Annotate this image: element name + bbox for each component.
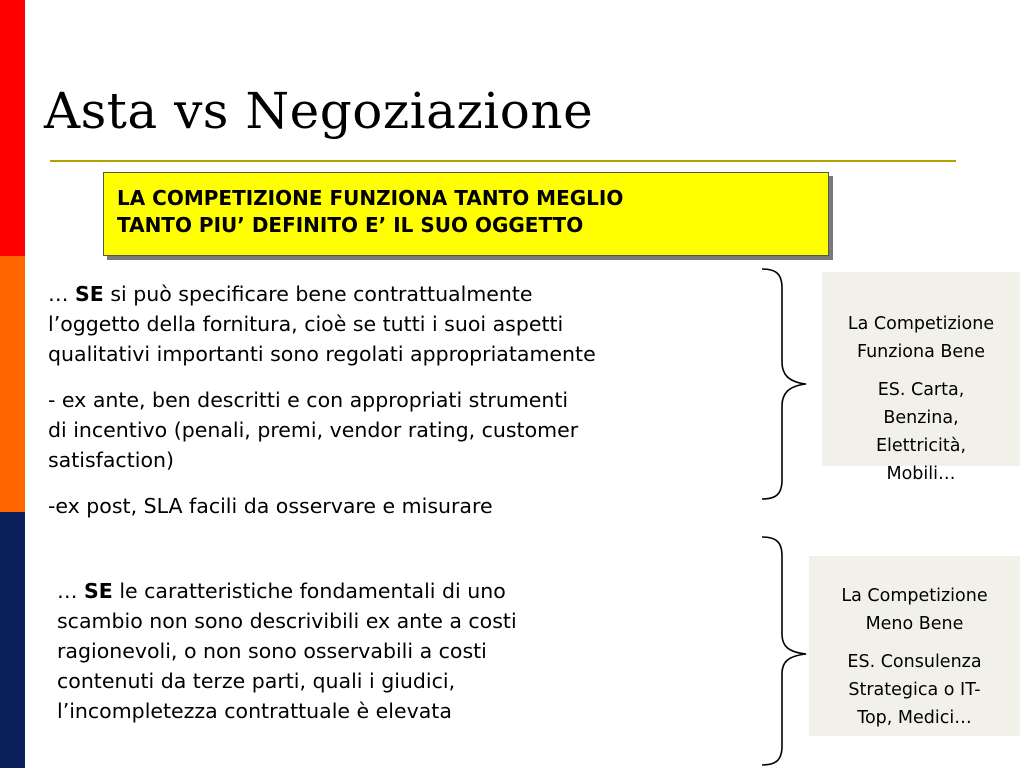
result2-box <box>809 556 1020 736</box>
case1-bullet1-line-2: di incentivo (penali, premi, vendor rating, customer <box>48 418 579 442</box>
result1-example-4: Mobili… <box>886 464 956 484</box>
case1-line-1 <box>48 279 596 309</box>
case2-line-4: contenuti da terze parti, quali i giudici, <box>57 669 456 693</box>
slide-title: Asta vs Negoziazione <box>44 82 594 140</box>
case2-line-3: ragionevoli, o non sono osservabili a costi <box>57 639 487 663</box>
case2-line-2: scambio non sono descrivibili ex ante a costi <box>57 609 517 633</box>
case1-bullet1-line-3: satisfaction) <box>48 448 174 472</box>
case1-line-2: l’oggetto della fornitura, cioè se tutti i suoi aspetti <box>48 312 564 336</box>
result1-example-1: ES. Carta, <box>877 380 965 400</box>
result1-example-2: Benzina, <box>883 408 959 428</box>
title-underline <box>50 160 956 162</box>
result1-example-3: Elettricità, <box>875 436 967 456</box>
case1-text <box>48 279 596 521</box>
callout-line-2: TANTO PIU’ DEFINITO E’ IL SUO OGGETTO <box>117 213 584 237</box>
case2-line-5: l’incompletezza contrattuale è elevata <box>57 699 452 723</box>
result1-line-2: Funziona Bene <box>856 342 986 362</box>
case2-line-1 <box>57 576 517 606</box>
case1-line-3: qualitativi importanti sono regolati appropriatamente <box>48 342 596 366</box>
result2-example-3: Top, Medici… <box>857 708 972 728</box>
result2-line-1: La Competizione <box>841 586 988 606</box>
result1-line-1: La Competizione <box>847 314 995 334</box>
case2-keyword: SE <box>84 579 113 603</box>
callout-line-1: LA COMPETIZIONE FUNZIONA TANTO MEGLIO <box>117 186 624 210</box>
accent-stripe-red <box>0 0 25 256</box>
case1-line1-rest: si può specificare bene contrattualmente <box>103 282 533 306</box>
accent-stripe-orange <box>0 256 25 512</box>
case1-keyword: SE <box>75 282 104 306</box>
case2-line1-rest: le caratteristiche fondamentali di uno <box>112 579 506 603</box>
accent-stripe-navy <box>0 512 25 768</box>
result2-example-2: Strategica o IT- <box>848 680 981 700</box>
result2-example-1: ES. Consulenza <box>847 652 982 672</box>
result2-line-2: Meno Bene <box>865 614 964 634</box>
case1-bullet1-line-1: - ex ante, ben descritti e con appropriati strumenti <box>48 388 569 412</box>
case1-bullet2: -ex post, SLA facili da osservare e misurare <box>48 494 493 518</box>
case2-lead: … <box>57 579 85 603</box>
callout-box <box>103 172 829 256</box>
case1-lead: … <box>48 282 76 306</box>
result1-box <box>822 272 1020 484</box>
case2-text <box>57 576 517 726</box>
right-curly-brace-icon <box>758 266 818 502</box>
